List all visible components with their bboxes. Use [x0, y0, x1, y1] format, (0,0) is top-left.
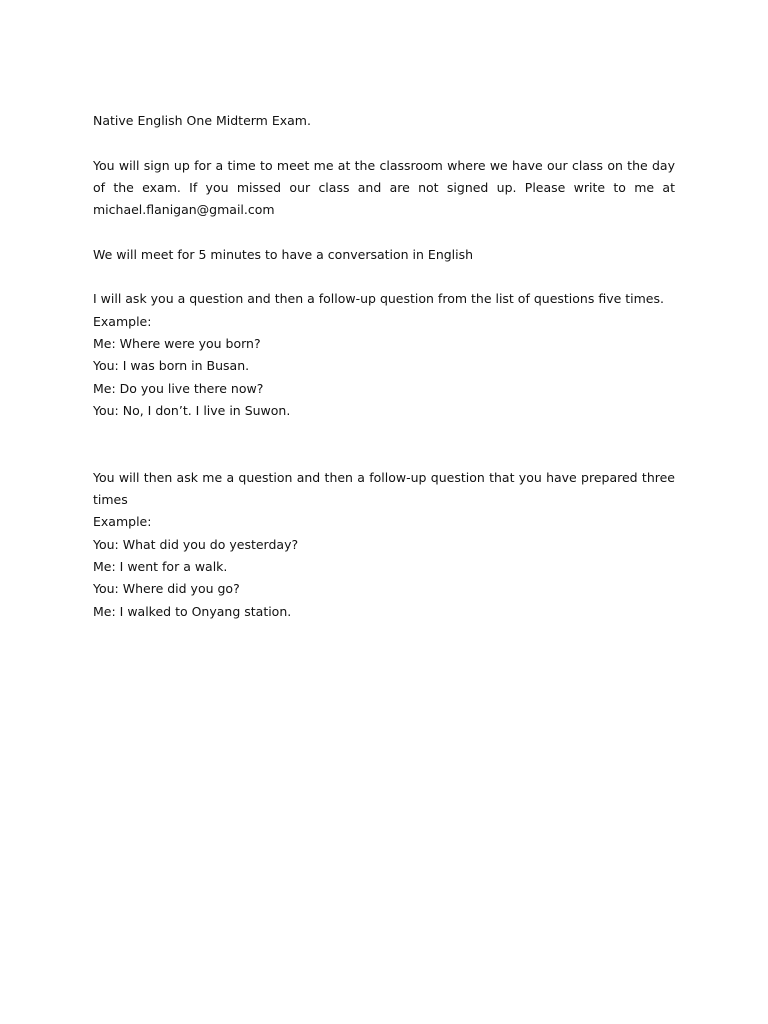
spacer: [93, 422, 675, 467]
part2-dialogue-line: You: Where did you go?: [93, 581, 240, 597]
spacer: [93, 132, 675, 154]
part1-example-label: Example:: [93, 313, 152, 329]
part2-dialogue-line: You: What did you do yesterday?: [93, 536, 299, 552]
part1-dialogue-line: You: I was born in Busan.: [93, 358, 250, 374]
part2-dialogue-line: Me: I went for a walk.: [93, 558, 228, 574]
part2-dialogue-line: Me: I walked to Onyang station.: [93, 603, 292, 619]
intro-paragraph: You will sign up for a time to meet me at the classroom where we have our class on the day of the exam. If you missed our class and are not signed up. Please write to me at michael.flanigan@gmail.com: [93, 157, 675, 218]
spacer: [93, 266, 675, 288]
part2-example-label: Example:: [93, 514, 152, 530]
document-page: [93, 110, 675, 623]
spacer: [93, 221, 675, 243]
part2-instruction: You will then ask me a question and then a follow-up question that you have prepared three times: [93, 469, 675, 508]
meeting-paragraph: We will meet for 5 minutes to have a conversation in English: [93, 246, 474, 262]
part1-dialogue-line: You: No, I don’t. I live in Suwon.: [93, 402, 291, 418]
part1-instruction: I will ask you a question and then a follow-up question from the list of questions five times.: [93, 291, 664, 307]
part1-dialogue-line: Me: Do you live there now?: [93, 380, 264, 396]
document-title: Native English One Midterm Exam.: [93, 113, 311, 128]
part1-dialogue-line: Me: Where were you born?: [93, 335, 261, 351]
